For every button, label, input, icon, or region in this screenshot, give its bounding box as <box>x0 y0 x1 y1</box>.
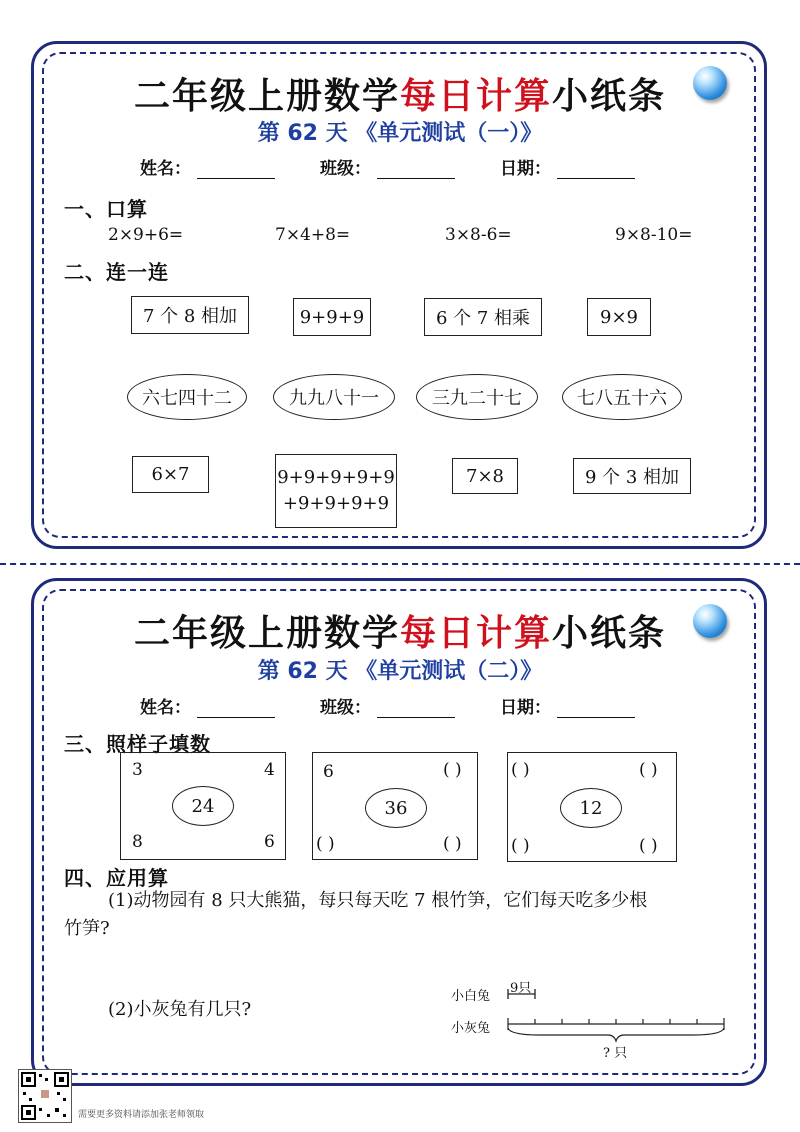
figure-corner-value: 8 <box>132 832 143 852</box>
match-oval[interactable]: 九九八十一 <box>273 374 395 420</box>
figure-corner-value: 4 <box>264 760 275 780</box>
white-rabbit-count: 9只 <box>510 981 532 996</box>
match-oval[interactable]: 七八五十六 <box>562 374 682 420</box>
name-field[interactable]: 姓名： <box>140 154 275 179</box>
figure-blank[interactable]: ( ) <box>316 834 335 854</box>
match-top-box[interactable]: 9+9+9 <box>293 298 371 336</box>
oral-calc-item: 9×8-10= <box>615 225 693 245</box>
oral-calc-item: 7×4+8= <box>275 225 351 245</box>
section1-heading: 一、口算 <box>64 197 148 221</box>
section2-heading: 二、连一连 <box>64 260 169 284</box>
match-bottom-box[interactable]: 9 个 3 相加 <box>573 458 691 494</box>
match-oval[interactable]: 三九二十七 <box>416 374 538 420</box>
figure-blank[interactable]: ( ) <box>639 836 658 856</box>
match-top-box[interactable]: 6 个 7 相乘 <box>424 298 542 336</box>
date-field[interactable]: 日期： <box>500 693 635 718</box>
figure-blank[interactable]: ( ) <box>639 760 658 780</box>
figure-corner-value: 3 <box>132 760 143 780</box>
match-oval[interactable]: 六七四十二 <box>127 374 247 420</box>
figure-blank[interactable]: ( ) <box>443 834 462 854</box>
card2-subtitle: 第 62 天 《单元测试（二）》 <box>257 659 543 684</box>
figure-blank[interactable]: ( ) <box>511 836 530 856</box>
figure-blank[interactable]: ( ) <box>443 760 462 780</box>
gray-rabbit-label: 小灰兔 <box>451 1021 491 1036</box>
footer-note: 需要更多资料请添加张老师领取 <box>78 1110 205 1120</box>
figure-corner-value: 6 <box>323 762 334 782</box>
figure-blank[interactable]: ( ) <box>511 760 530 780</box>
match-bottom-box[interactable]: 9+9+9+9+9 +9+9+9+9 <box>275 454 397 528</box>
blue-ball-icon <box>693 66 727 100</box>
figure-corner-value: 6 <box>264 832 275 852</box>
match-bottom-box[interactable]: 7×8 <box>452 458 518 494</box>
section3-heading: 三、照样子填数 <box>64 732 211 756</box>
figure-center-value: 36 <box>365 788 427 828</box>
card1-title: 二年级上册数学每日计算小纸条 <box>133 76 667 117</box>
card2-title: 二年级上册数学每日计算小纸条 <box>133 613 667 654</box>
white-rabbit-label: 小白兔 <box>451 989 491 1004</box>
oral-calc-item: 3×8-6= <box>445 225 512 245</box>
oral-calc-item: 2×9+6= <box>108 225 184 245</box>
word-problem-1: (1)动物园有 8 只大熊猫，每只每天吃 7 根竹笋，它们每天吃多少根 <box>108 890 648 911</box>
name-field[interactable]: 姓名： <box>140 693 275 718</box>
rabbit-diagram <box>500 980 730 1045</box>
class-field[interactable]: 班级： <box>320 154 455 179</box>
match-bottom-box[interactable]: 6×7 <box>132 456 209 493</box>
match-top-box[interactable]: 7 个 8 相加 <box>131 296 249 334</box>
figure-center-value: 24 <box>172 786 234 826</box>
figure-center-value: 12 <box>560 788 622 828</box>
qr-code-icon <box>18 1069 72 1123</box>
question-label: ? 只 <box>603 1046 628 1061</box>
section4-heading: 四、应用算 <box>64 866 169 890</box>
word-problem-1-cont: 竹笋? <box>64 918 110 939</box>
date-field[interactable]: 日期： <box>500 154 635 179</box>
blue-ball-icon <box>693 604 727 638</box>
cut-line <box>0 563 800 565</box>
match-top-box[interactable]: 9×9 <box>587 298 651 336</box>
word-problem-2: (2)小灰兔有几只? <box>108 999 252 1020</box>
card1-subtitle: 第 62 天 《单元测试（一）》 <box>257 121 543 146</box>
class-field[interactable]: 班级： <box>320 693 455 718</box>
